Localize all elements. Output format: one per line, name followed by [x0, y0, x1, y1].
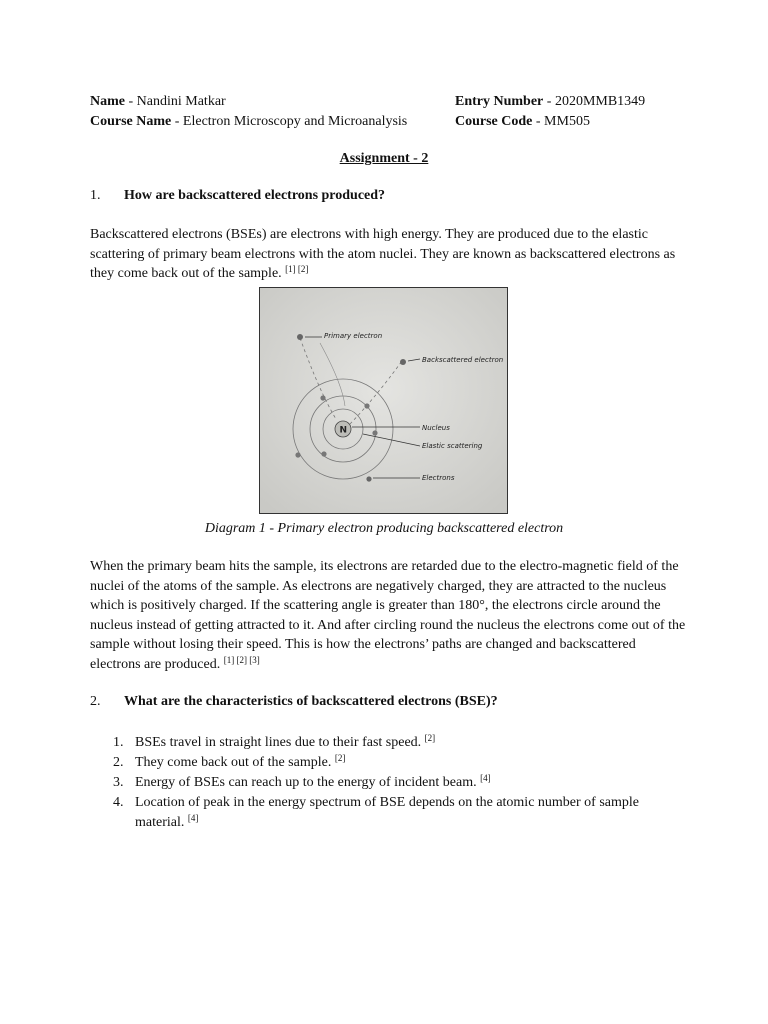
nucleus-label: Nucleus — [422, 424, 450, 432]
list-item — [113, 773, 673, 793]
citation-refs: [1] [2] [3] — [223, 654, 260, 665]
list-item-text: Energy of BSEs can reach up to the energy of incident beam. — [135, 775, 477, 790]
name-label: Name — [90, 94, 125, 109]
course-code-line — [455, 112, 590, 132]
entry-number-label: Entry Number — [455, 94, 544, 109]
question-2-number: 2. — [90, 694, 101, 709]
primary-electron — [297, 334, 303, 340]
answer-1-line — [90, 264, 682, 284]
explanation-line: which is positively charged. If the scattering angle is greater than 180°, the electrons circle around the — [90, 598, 661, 613]
course-name-label: Course Name — [90, 114, 172, 129]
answer-1-line: scattering of primary beam electrons with the atom nuclei. They are known as backscattered electrons as — [90, 246, 676, 262]
backscattered-electron-label: Backscattered electron — [422, 356, 504, 364]
course-code-label: Course Code — [455, 114, 533, 129]
answer-1-line-text: they come back out of the sample. — [90, 266, 282, 281]
list-item — [113, 793, 673, 832]
citation-refs: [2] — [334, 753, 346, 763]
question-1-number: 1. — [90, 188, 101, 203]
citation-refs: [4] — [187, 812, 199, 823]
question-1-text: How are backscattered electrons produced? — [124, 188, 386, 203]
electron — [364, 403, 369, 408]
question-2-text: What are the characteristics of backscattered electrons (BSE)? — [124, 694, 498, 709]
list-item-number: 2. — [113, 755, 124, 770]
list-item-text: They come back out of the sample. — [135, 755, 332, 770]
entry-number-line — [455, 92, 645, 112]
electron — [321, 451, 326, 456]
entry-number-value: - 2020MMB1349 — [546, 94, 646, 109]
paper-background — [260, 288, 507, 513]
explanation-line-text: electrons are produced. — [90, 656, 221, 672]
electron — [320, 395, 325, 400]
citation-refs: [2] — [424, 733, 436, 743]
electrons-label: Electrons — [422, 474, 455, 482]
answer-1-line: Backscattered electrons (BSEs) are electrons with high energy. They are produced due to the elastic — [90, 227, 648, 242]
explanation-line — [90, 655, 682, 675]
characteristics-list — [113, 733, 673, 832]
nucleus-symbol: N — [339, 425, 348, 436]
elastic-scattering-label: Elastic scattering — [422, 442, 483, 450]
list-item-text: Location of peak in the energy spectrum of BSE depends on the atomic number of sample — [135, 795, 639, 810]
electron — [295, 452, 300, 457]
list-item-number: 1. — [113, 735, 124, 750]
electron — [372, 430, 377, 435]
list-item-number: 4. — [113, 795, 124, 810]
atom-diagram — [260, 288, 507, 513]
answer-1-paragraph — [90, 225, 682, 284]
list-item-text: BSEs travel in straight lines due to their fast speed. — [135, 735, 422, 750]
list-item-text: material. — [135, 814, 185, 830]
backscattered-electron — [400, 359, 406, 365]
list-item — [113, 753, 673, 773]
explanation-line: nucleus instead of getting attracted to it. And after circling round the nucleus the electrons come out of the — [90, 617, 686, 633]
diagram-caption: Diagram 1 - Primary electron producing backscattered electron — [204, 521, 564, 536]
explanation-line: nuclei of the atoms of the sample. As electrons are negatively charged, they are attracted to the nucleus — [90, 578, 667, 594]
name-line — [90, 92, 226, 112]
list-item-number: 3. — [113, 775, 124, 790]
list-item-text-cont — [135, 813, 673, 833]
explanation-paragraph — [90, 557, 686, 674]
explanation-line: sample without losing their speed. This is how the electrons’ paths are changed and backscattered — [90, 637, 636, 652]
course-name-value: - Electron Microscopy and Microanalysis — [174, 114, 408, 129]
list-item — [113, 733, 673, 753]
name-value: - Nandini Matkar — [128, 94, 226, 109]
course-name-line — [90, 112, 407, 132]
electron — [366, 476, 371, 481]
primary-electron-label: Primary electron — [324, 332, 383, 340]
citation-refs: [1] [2] — [285, 264, 309, 274]
citation-refs: [4] — [480, 773, 491, 783]
page-title: Assignment - 2 — [339, 151, 429, 166]
explanation-line: When the primary beam hits the sample, its electrons are retarded due to the electro-magnetic field of the — [90, 559, 679, 574]
atom-diagram-photo — [259, 287, 508, 514]
course-code-value: - MM505 — [535, 114, 590, 129]
